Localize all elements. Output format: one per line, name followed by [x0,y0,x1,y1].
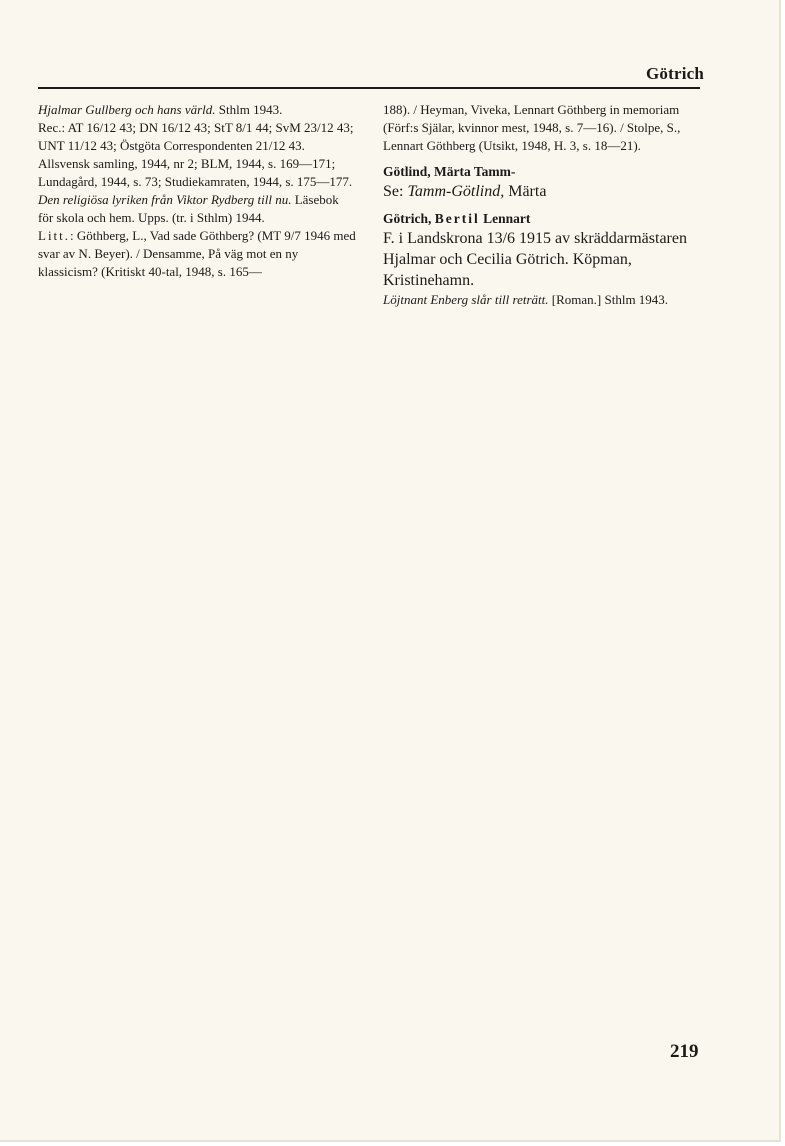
entry-heading [383,163,701,181]
entry-paragraph: 188). / Heyman, Viveka, Lennart Göthberg in memoriam (Förf:s Själar, kvinnor mest, 1948, s. 7—16). / Stolpe, S., Lennart Göthberg (Utsikt, 1948, H. 3, s. 18—21). [383,102,681,153]
text-run: Lennart [479,211,531,226]
text-run: Sthlm 1943. [215,102,283,117]
text-run: Den religiösa lyriken från Viktor Rydberg till nu. [38,192,292,207]
right-column [383,101,701,309]
entry-paragraph [383,291,701,309]
entry-paragraph [38,101,356,119]
entry-paragraph: Rec.: AT 16/12 43; DN 16/12 43; StT 8/1 44; SvM 23/12 43; UNT 11/12 43; Östgöta Correspondenten 21/12 43. [38,120,354,153]
text-run: Hjalmar Gullberg och hans värld. [38,102,216,117]
page-number: 219 [670,1041,699,1062]
text-run: [Roman.] Sthlm 1943. [548,292,669,307]
header-rule [38,87,700,89]
text-run: Litt. [38,228,71,243]
entry-paragraph [38,191,356,227]
left-column [38,101,356,281]
text-run: Läsebok för skola och hem. Upps. (tr. i Sthlm) 1944. [38,192,339,225]
entry-paragraph: F. i Landskrona 13/6 1915 av skräddarmästaren Hjalmar och Cecilia Götrich. Köpman, Kristinehamn. [383,230,687,289]
text-run: Löjtnant Enberg slår till reträtt. [383,292,549,307]
text-run: Märta [504,183,547,200]
entry-heading [383,210,701,228]
text-run: Se: [383,183,408,200]
entry-paragraph: Allsvensk samling, 1944, nr 2; BLM, 1944, s. 169—171; Lundagård, 1944, s. 73; Studiekamraten, 1944, s. 175—177. [38,156,353,189]
running-head: Götrich [646,64,705,83]
text-run: Götlind, Märta Tamm- [383,164,516,179]
text-run: Götrich, [383,211,435,226]
entry-paragraph [38,227,356,281]
text-run: Bertil [434,211,480,226]
text-run: : Göthberg, L., Vad sade Göthberg? (MT 9/7 1946 med svar av N. Beyer). / Densamme, På väg mot en ny klassicism? (Kritiskt 40-tal, 1948, s. 165— [38,228,356,279]
entry-paragraph [383,181,701,202]
text-run: Tamm-Götlind, [407,183,505,200]
